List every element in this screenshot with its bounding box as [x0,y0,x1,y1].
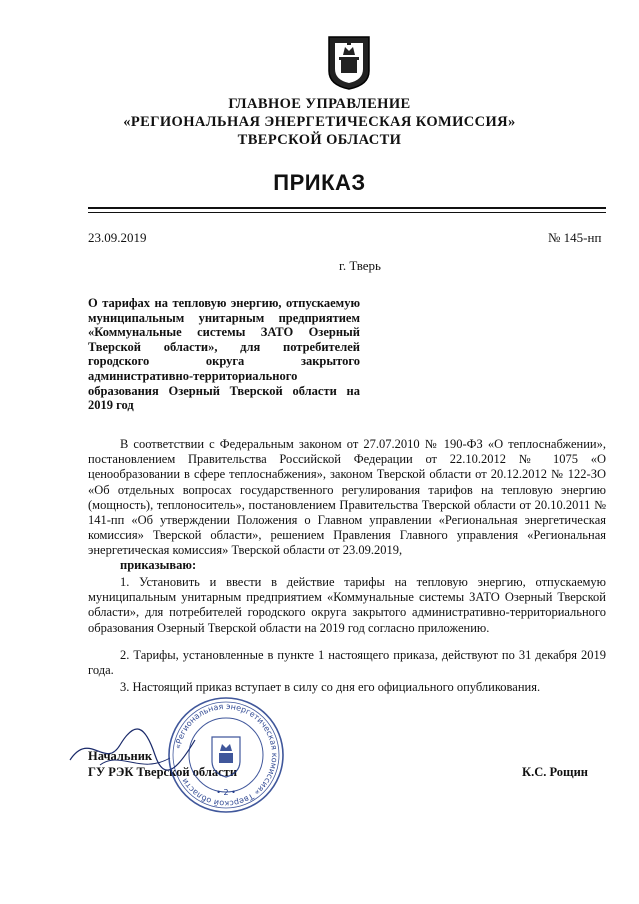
order-item-2: 2. Тарифы, установленные в пункте 1 настоящего приказа, действуют по 31 декабря 2019 года. [88,648,606,678]
document-date: 23.09.2019 [88,230,147,245]
signatory-title-line-2: ГУ РЭК Тверской области [88,765,238,779]
coat-of-arms-icon [327,33,371,91]
document-subject: О тарифах на тепловую энергию, отпускаемую муниципальным унитарным предприятием «Коммунальные системы ЗАТО Озерный Тверской области», для потребителей городского округа закрытого административно-территориального образования Озерный Тверской области на 2019 год [88,296,360,413]
header-divider-thick [88,207,606,209]
header-line-2: «РЕГИОНАЛЬНАЯ ЭНЕРГЕТИЧЕСКАЯ КОМИССИЯ» [123,114,516,130]
header-divider-thin [88,212,606,213]
document-city: г. Тверь [339,258,381,273]
signatory-title-line-1: Начальник [88,749,153,763]
header-line-3: ТВЕРСКОЙ ОБЛАСТИ [237,132,402,148]
header-line-1: ГЛАВНОЕ УПРАВЛЕНИЕ [228,96,411,112]
document-number: № 145-нп [548,230,602,245]
official-seal [166,695,286,815]
seal-circular-text: «Региональная энергетическая комиссия» Тверской области [173,701,280,809]
order-item-1: 1. Установить и ввести в действие тарифы на тепловую энергию, отпускаемую муниципальным унитарным предприятием «Коммунальные системы ЗАТО Озерный Тверской области», для потребителей городского округа закрытого административно-территориального образования Озерный Тверской области на 2019 год согласно приложению. [88,575,606,635]
seal-number: • 2 • [216,788,236,797]
order-item-3: 3. Настоящий приказ вступает в силу со дня его официального опубликования. [120,680,541,694]
document-type-title: ПРИКАЗ [273,170,366,195]
signatory-name: К.С. Рощин [522,765,588,779]
order-word: приказываю: [120,558,197,572]
preamble-paragraph: В соответствии с Федеральным законом от 27.07.2010 № 190-ФЗ «О теплоснабжении», постановлением Правительства Российской Федерации от 22.10.2012 № 1075 «О ценообразовании в сфере теплоснабжения», законом Тверской области от 20.12.2012 № 122-ЗО «Об отдельных вопросах государственного регулирования тарифов на тепловую энергию (мощность), теплоноситель», постановлением Правительства Тверской области от 20.10.2011 № 141-пп «Об утверждении Положения о Главном управлении «Региональная энергетическая комиссия» Тверской области», решением Правления Главного управления «Региональная энергетическая комиссия» Тверской области от 23.09.2019, [88,437,606,558]
